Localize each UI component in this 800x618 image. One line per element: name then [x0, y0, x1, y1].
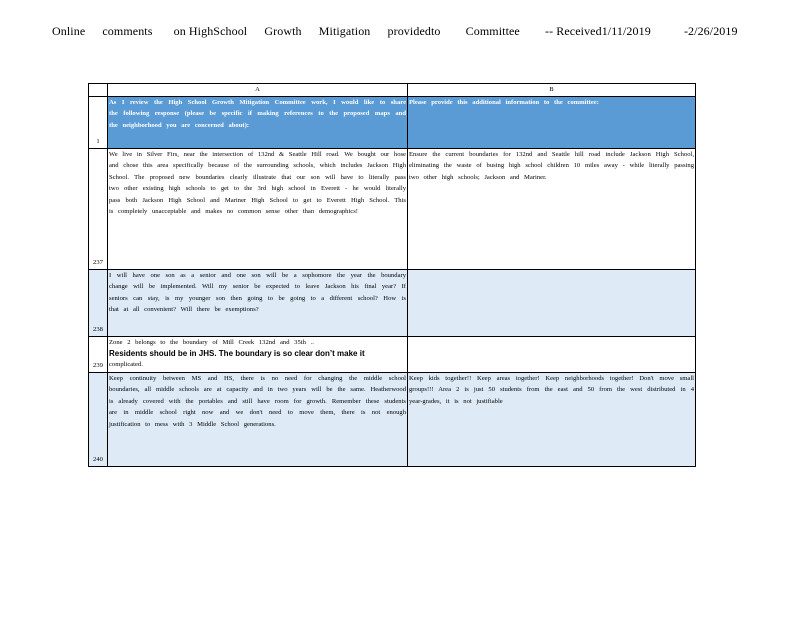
row-number: 240: [89, 372, 108, 466]
page-title: [52, 24, 752, 39]
corner-cell: [89, 84, 108, 97]
title-part: Growth: [264, 24, 302, 38]
question-b-cell[interactable]: Please provide this additional information to the committee:: [408, 96, 696, 148]
response-a-cell[interactable]: I will have one son as a senior and one son will be a sophomore the year the boundary change will be implemented. Will my senior be expected to leave Jackson his final year? If seniors can stay, is my younger son then going to be going to a different school? How is that at all convenient? Will there be exemptions?: [108, 269, 408, 336]
table-row: [89, 336, 696, 372]
table-row: [89, 372, 696, 466]
response-line: Zone 2 belongs to the boundary of Mill Creek 132nd and 35th ..: [109, 338, 314, 346]
row-number: 237: [89, 148, 108, 269]
title-part: Mitigation: [318, 24, 371, 38]
question-a-cell[interactable]: As I review the High School Growth Mitigation Committee work, I would like to share the following response (please be specific if making references to the proposed maps and the neighborhood you are concerned about):: [108, 96, 408, 148]
response-a-cell[interactable]: [108, 336, 408, 372]
column-letter-b[interactable]: B: [408, 84, 696, 97]
column-header-row: [89, 84, 696, 97]
table-row: [89, 96, 696, 148]
table-row: [89, 148, 696, 269]
title-part: Online: [52, 24, 86, 38]
title-part: comments: [102, 24, 153, 38]
comments-table: [88, 83, 696, 467]
response-b-cell[interactable]: Ensure the current boundaries for 132nd and Seattle hill road include Jackson High School, eliminating the waste of busing high school children 10 miles away - while literally passing two other high schools; Jackson and Mariner.: [408, 148, 696, 269]
response-a-cell[interactable]: We live in Silver Firs, near the intersection of 132nd & Seattle Hill road. We bought our hose and chose this area specifically because of the surrounding schools, which includes Jackson High School. The proposed new boundaries clearly illustrate that our son will have to literally pass two other existing high schools to get to the 3rd high school in Everett - he would literally pass both Jackson High School and Mariner High School to get to Everett High School. This is completely unacceptable and makes no common sense other than demographics!: [108, 148, 408, 269]
title-part: -2/26/2019: [683, 24, 738, 38]
title-part: providedto: [387, 24, 441, 38]
response-b-cell[interactable]: Keep kids together!! Keep areas together! Keep neighborhoods together! Don't move small groups!!! Area 2 is just 50 students from the east and 50 from the west distributed in 4 year-grades, it is not justifiable: [408, 372, 696, 466]
title-part: -- Received1/11/2019: [544, 24, 651, 38]
response-line: complicated.: [109, 361, 143, 368]
response-line: Residents should be in JHS. The boundary is so clear don’t make it: [109, 349, 365, 358]
response-a-cell[interactable]: Keep continuity between MS and HS, there is no need for changing the middle school boundaries, all middle schools are at capacity and in two years will be the same. Heatherwood is already covered with the portables and still have room for growth. Remember these students are in middle school right now and we don't need to move them, there is not enough justification to mess with 3 Middle School generations.: [108, 372, 408, 466]
response-b-cell[interactable]: [408, 269, 696, 336]
row-number: 238: [89, 269, 108, 336]
table-row: [89, 269, 696, 336]
row-number: 1: [89, 96, 108, 148]
title-part: on HighSchool: [173, 24, 248, 38]
column-letter-a[interactable]: A: [108, 84, 408, 97]
row-number: 239: [89, 336, 108, 372]
response-b-cell[interactable]: [408, 336, 696, 372]
title-part: Committee: [465, 24, 520, 38]
